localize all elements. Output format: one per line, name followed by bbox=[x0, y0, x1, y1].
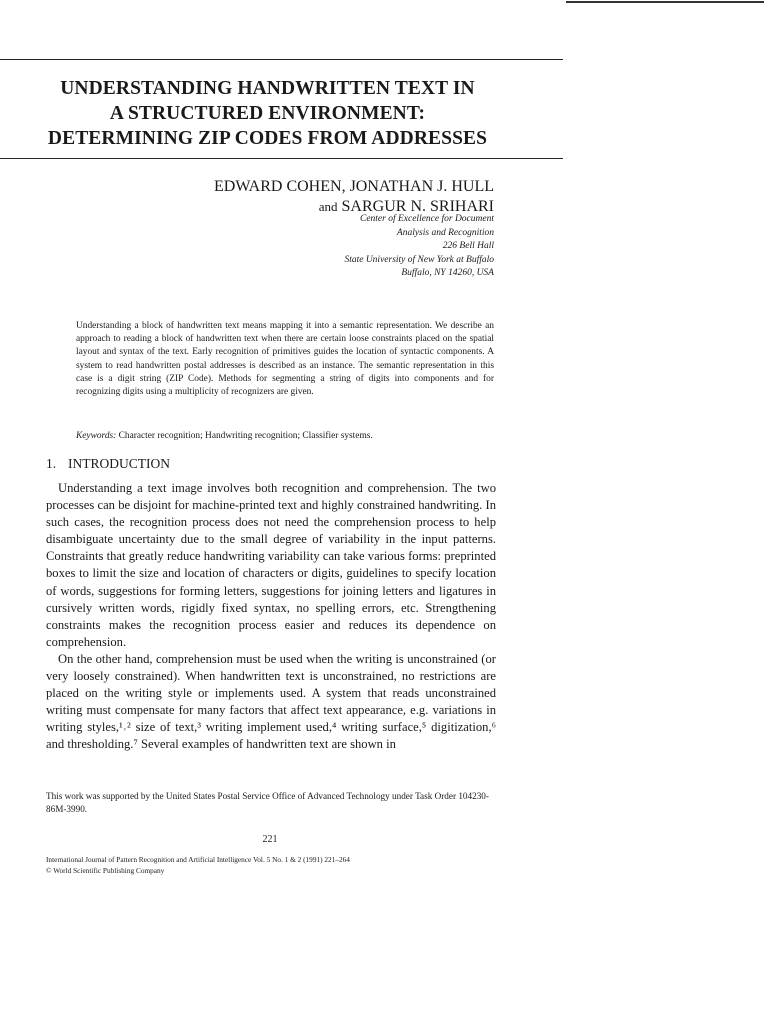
author-line: EDWARD COHEN, JONATHAN J. HULL bbox=[214, 178, 494, 195]
page-number: 221 bbox=[262, 834, 278, 845]
author-and: and bbox=[318, 199, 338, 214]
title-top-rule bbox=[0, 59, 563, 60]
scan-edge-mark bbox=[566, 1, 764, 3]
title-line: DETERMINING ZIP CODES FROM ADDRESSES bbox=[47, 128, 488, 149]
journal-citation: International Journal of Pattern Recognition and Artificial Intelligence Vol. 5 No. 1 & 2 (1991) 221–264 bbox=[46, 855, 350, 864]
section-heading bbox=[46, 455, 170, 472]
copyright-line: © World Scientific Publishing Company bbox=[46, 865, 165, 875]
body-paragraph: On the other hand, comprehension must be used when the writing is unconstrained (or very loosely constrained). When handwritten text is unconstrained, no restrictions are placed on the writing style or implements used. A system that reads unconstrained writing must compensate for many factors that affect text appearance, e.g. variations in writing styles,¹˒² size of text,³ writing implement used,⁴ writing surface,⁵ digitization,⁶ and thresholding.⁷ Several examples of handwritten text are shown in bbox=[46, 651, 496, 752]
author-name: SARGUR N. SRIHARI bbox=[341, 198, 494, 215]
title-line: UNDERSTANDING HANDWRITTEN TEXT IN bbox=[60, 78, 475, 99]
affiliation-line: State University of New York at Buffalo bbox=[344, 254, 494, 265]
affiliation-block bbox=[344, 213, 494, 281]
paper-title bbox=[0, 76, 535, 151]
body-text bbox=[46, 480, 496, 754]
keywords-label: Keywords: bbox=[76, 431, 117, 441]
body-paragraph: Understanding a text image involves both recognition and comprehension. The two processes can be disjoint for machine-printed text and highly constrained handwriting. In such cases, the recognition process does not need the comprehension process to help disambiguate uncertainty due to the small degree of variability in the input patterns. Constraints that greatly reduce handwriting variability can take various forms: preprinted boxes to limit the size and location of characters or digits, guidelines to specify location of words, suggestions for forming letters, suggestions for joining letters and ligatures in cursively written words, rigidly fixed syntax, no spelling errors, etc. Strengthening constraints makes the recognition process easier and reduces its dependence on comprehension. bbox=[46, 481, 496, 649]
abstract: Understanding a block of handwritten text means mapping it into a semantic representation. We describe an approach to reading a block of handwritten text when there are certain loose constraints placed on the spatial layout and syntax of the text. Early recognition of primitives guides the location of syntactic components. A system to read handwritten postal addresses is described as an instance. The semantic representation in this case is a digit string (ZIP Code). Methods for segmenting a string of digits into components and for recognizing digits using a multiplicity of recognizers are given. bbox=[76, 321, 494, 398]
section-title: INTRODUCTION bbox=[68, 456, 170, 471]
footnote: This work was supported by the United States Postal Service Office of Advanced Technology under Task Order 104230-86M-3990. bbox=[46, 791, 489, 814]
author-block bbox=[214, 177, 494, 217]
journal-info bbox=[46, 855, 526, 876]
title-line: A STRUCTURED ENVIRONMENT: bbox=[109, 103, 426, 124]
keywords-text: Character recognition; Handwriting recognition; Classifier systems. bbox=[118, 431, 373, 441]
title-bottom-rule bbox=[0, 158, 563, 159]
affiliation-line: Buffalo, NY 14260, USA bbox=[401, 268, 494, 278]
affiliation-line: Center of Excellence for Document bbox=[359, 214, 494, 224]
affiliation-line: Analysis and Recognition bbox=[396, 227, 494, 238]
affiliation-line: 226 Bell Hall bbox=[442, 241, 494, 251]
section-number: 1. bbox=[46, 456, 57, 471]
keywords bbox=[76, 430, 496, 443]
